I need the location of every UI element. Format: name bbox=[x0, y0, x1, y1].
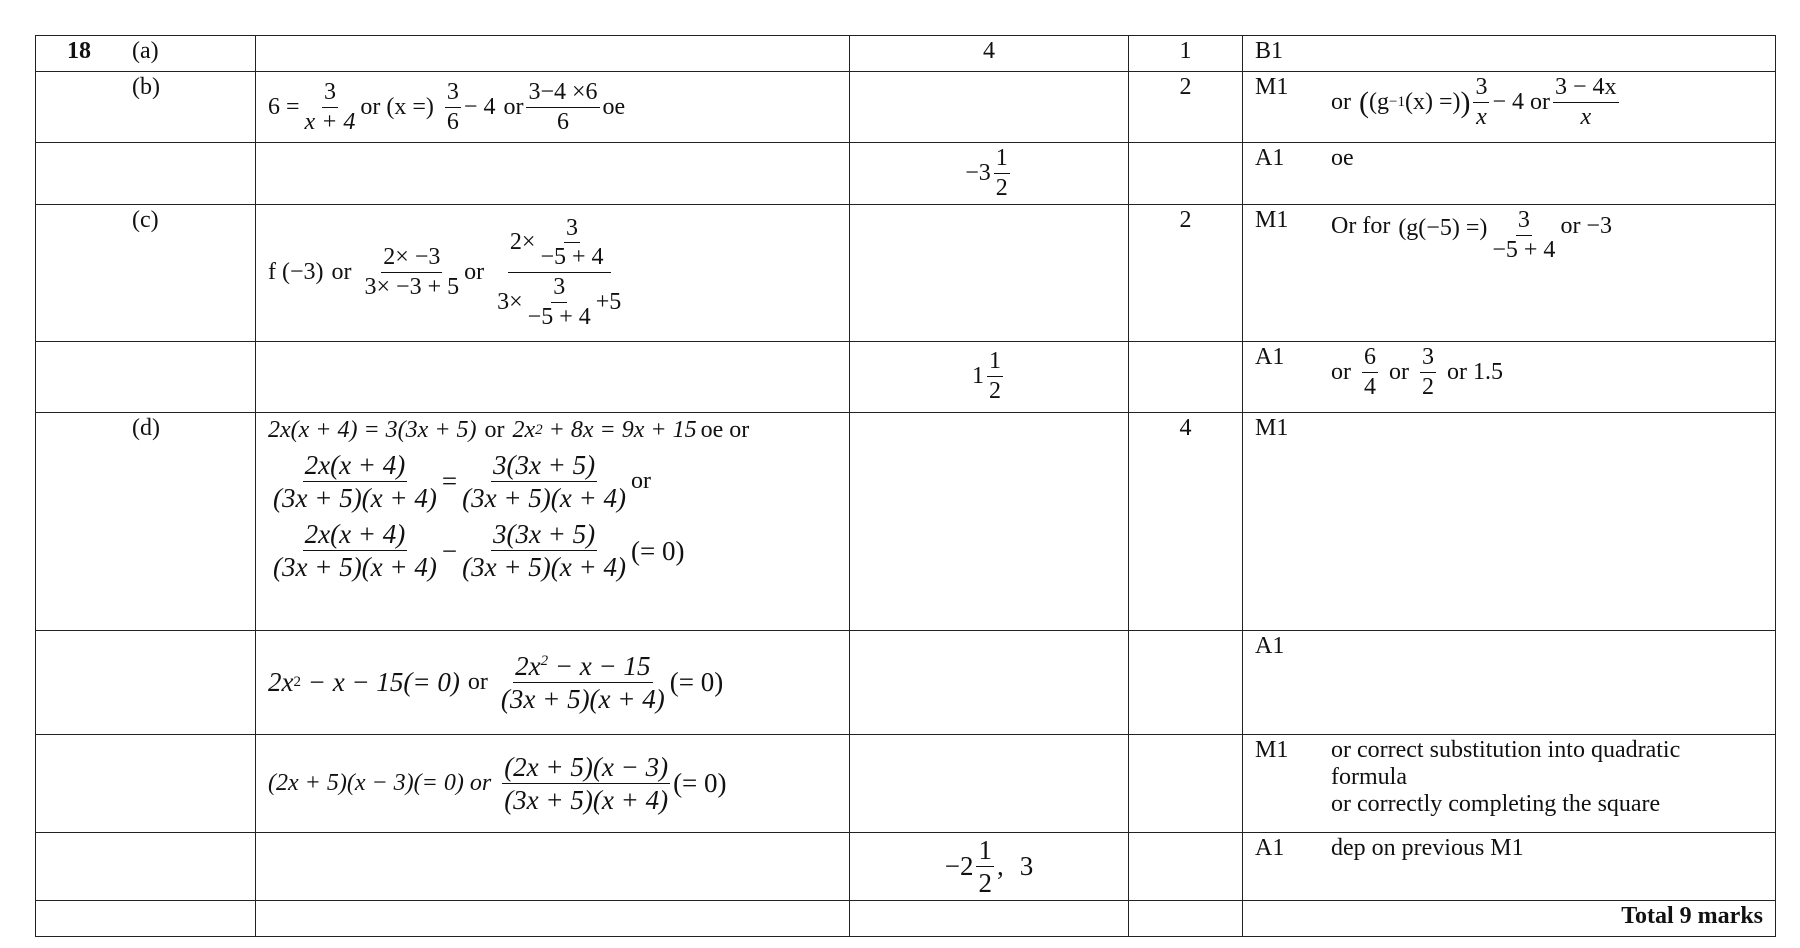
mark-code: A1 bbox=[1255, 145, 1285, 171]
answer-cell bbox=[850, 341, 1129, 412]
question-cell bbox=[36, 412, 256, 630]
row-part-c-answer bbox=[36, 341, 1776, 412]
question-cell bbox=[36, 630, 256, 734]
working-cell bbox=[256, 36, 850, 72]
mark-code: M1 bbox=[1255, 74, 1289, 100]
row-part-b-method bbox=[36, 72, 1776, 143]
marks-cell bbox=[1129, 901, 1243, 937]
marks-cell bbox=[1129, 630, 1243, 734]
part-label-c: (c) bbox=[132, 206, 159, 233]
marks-a: 1 bbox=[1179, 38, 1192, 64]
row-part-d-factorise bbox=[36, 734, 1776, 832]
working-d-line1: 2x(x + 4) = 3(3x + 5) or 2x 2 + 8x = 9x + 15 oe or bbox=[268, 416, 750, 443]
question-cell bbox=[36, 832, 256, 900]
mark-code: M1 bbox=[1255, 414, 1289, 441]
mark-scheme-table bbox=[35, 35, 1776, 937]
mark-code: A1 bbox=[1255, 343, 1285, 370]
answer-b: −3 $\frac{1}{2}$ bbox=[965, 145, 1008, 201]
answer-cell bbox=[850, 832, 1129, 900]
answer-cell bbox=[850, 734, 1129, 832]
notes-cell bbox=[1243, 143, 1776, 205]
marks-cell bbox=[1129, 143, 1243, 205]
marks-cell bbox=[1129, 412, 1243, 630]
row-part-d-method bbox=[36, 412, 1776, 630]
working-d-quadratic: 2x 2 − x − 15(= 0) or $\frac{2x^2 - x - 15}{(3x + 5)(x + 4)}$ (= 0) bbox=[268, 650, 724, 714]
notes-cell bbox=[1243, 412, 1776, 630]
working-cell bbox=[256, 734, 850, 832]
marks-c: 2 bbox=[1179, 206, 1192, 233]
marks-cell bbox=[1129, 36, 1243, 72]
question-cell bbox=[36, 204, 256, 341]
question-cell bbox=[36, 341, 256, 412]
question-cell bbox=[36, 734, 256, 832]
notes-cell bbox=[1243, 630, 1776, 734]
row-total bbox=[36, 901, 1776, 937]
answer-cell bbox=[850, 143, 1129, 205]
answer-d: −2 $\frac{1}{2}$ , 3 bbox=[944, 834, 1034, 898]
part-label-d: (d) bbox=[132, 414, 160, 441]
working-d-factorise: (2x + 5)(x − 3)(= 0) or $\frac{(2x + 5)(x - 3)}{(3x + 5)(x + 4)}$ (= 0) bbox=[268, 751, 727, 815]
note-b-answer: oe bbox=[1331, 145, 1354, 171]
note-d-factorise: or correct substitution into quadratic formula or correctly completing the square bbox=[1331, 736, 1681, 817]
marks-cell bbox=[1129, 734, 1243, 832]
row-part-d-quadratic bbox=[36, 630, 1776, 734]
working-cell bbox=[256, 143, 850, 205]
question-cell bbox=[36, 36, 256, 72]
notes-cell bbox=[1243, 341, 1776, 412]
answer-cell bbox=[850, 204, 1129, 341]
answer-cell bbox=[850, 72, 1129, 143]
working-c: f (−3) or $\frac{2\times -3}{3\times -3 + 5}$ or 2× $\frac{3}{-5 + 4}$ 3× $\frac{3}{-5 + 4}$ +5 bbox=[268, 214, 622, 331]
row-part-d-answer bbox=[36, 832, 1776, 900]
marks-d: 4 bbox=[1179, 414, 1192, 441]
total-marks: Total 9 marks bbox=[1243, 901, 1776, 937]
mark-code: M1 bbox=[1255, 736, 1289, 763]
working-cell bbox=[256, 341, 850, 412]
mark-code: A1 bbox=[1255, 632, 1285, 659]
working-cell bbox=[256, 901, 850, 937]
answer-cell bbox=[850, 630, 1129, 734]
working-cell bbox=[256, 412, 850, 630]
row-part-c-method bbox=[36, 204, 1776, 341]
row-part-b-answer bbox=[36, 143, 1776, 205]
mark-code: A1 bbox=[1255, 834, 1285, 861]
mark-code: B1 bbox=[1255, 38, 1284, 64]
question-cell bbox=[36, 72, 256, 143]
answer-cell bbox=[850, 36, 1129, 72]
answer-cell bbox=[850, 901, 1129, 937]
mark-code: M1 bbox=[1255, 206, 1289, 233]
answer-c: 1 $\frac{1}{2}$ bbox=[972, 348, 1001, 405]
note-c: Or for (g(−5) =) $\frac{3}{-5 + 4}$ or −3 bbox=[1331, 206, 1612, 263]
notes-cell bbox=[1243, 204, 1776, 341]
question-cell bbox=[36, 143, 256, 205]
marks-b: 2 bbox=[1179, 74, 1192, 100]
marks-cell bbox=[1129, 341, 1243, 412]
note-d-answer: dep on previous M1 bbox=[1331, 834, 1524, 861]
note-c-answer: or $\frac{6}{4}$ or $\frac{3}{2}$ or 1.5 bbox=[1331, 343, 1503, 400]
notes-cell bbox=[1243, 734, 1776, 832]
question-number: 18 bbox=[67, 38, 91, 64]
notes-cell bbox=[1243, 72, 1776, 143]
part-label-a: (a) bbox=[132, 38, 159, 64]
answer-a: 4 bbox=[983, 38, 995, 64]
working-cell bbox=[256, 630, 850, 734]
marks-cell bbox=[1129, 204, 1243, 341]
working-b: 6 = $\frac{3}{x + 4}$ or (x =) $\frac{3}{6}$ − 4 or $\frac{3-4 \times 6}{6}$ oe bbox=[268, 78, 626, 135]
working-d-line2: $\frac{2x(x + 4)}{(3x + 5)(x + 4)}$ = $\frac{3(3x + 5)}{(3x + 5)(x + 4)}$ or bbox=[273, 449, 651, 513]
notes-cell bbox=[1243, 36, 1776, 72]
answer-cell bbox=[850, 412, 1129, 630]
working-d-line3: $\frac{2x(x + 4)}{(3x + 5)(x + 4)}$ − $\frac{3(3x + 5)}{(3x + 5)(x + 4)}$ (= 0) bbox=[273, 519, 685, 583]
notes-cell bbox=[1243, 832, 1776, 900]
working-cell bbox=[256, 832, 850, 900]
working-cell bbox=[256, 72, 850, 143]
marks-cell bbox=[1129, 72, 1243, 143]
working-cell bbox=[256, 204, 850, 341]
marks-cell bbox=[1129, 832, 1243, 900]
part-label-b: (b) bbox=[132, 74, 160, 100]
question-cell bbox=[36, 901, 256, 937]
row-part-a bbox=[36, 36, 1776, 72]
note-b: or ( (g −1 (x) =) ) $\frac{3}{x}$ − 4 or $\frac{3 - 4x}{x}$ bbox=[1331, 74, 1617, 130]
